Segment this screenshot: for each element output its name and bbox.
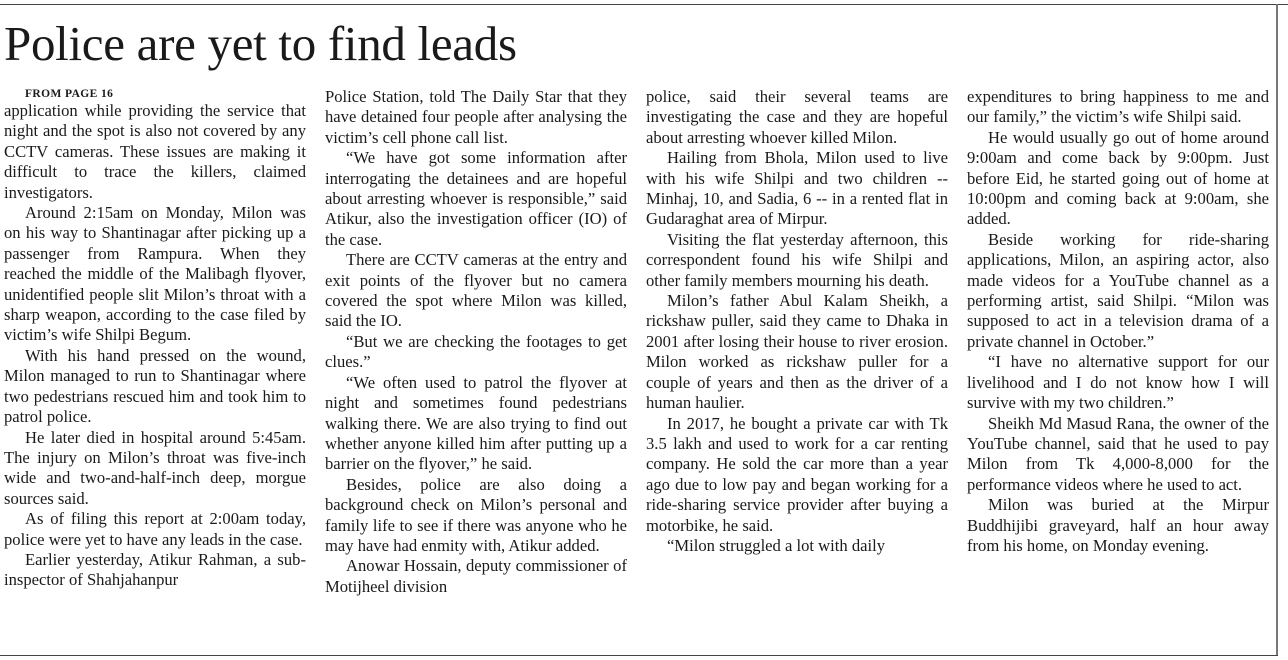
paragraph: “We have got some information after interrogating the detainees and are hopeful about arresting whoever is responsible,” said Atikur, also the investigation officer (IO) of the case. xyxy=(325,148,627,249)
paragraph: Milon’s father Abul Kalam Sheikh, a rickshaw puller, said they came to Dhaka in 2001 after losing their house to river erosion. Milon worked as rickshaw puller for a couple of years and then as the driver of a human haulier. xyxy=(646,291,948,413)
article-column-3 xyxy=(646,87,948,655)
paragraph: Hailing from Bhola, Milon used to live with his wife Shilpi and two children -- Minhaj, 10, and Sadia, 6 -- in a rented flat in Gudaraghat area of Mirpur. xyxy=(646,148,948,229)
paragraph: With his hand pressed on the wound, Milon managed to run to Shantinagar where two pedestrians rescued him and took him to patrol police. xyxy=(4,345,306,427)
top-rule xyxy=(0,4,1288,5)
paragraph: Around 2:15am on Monday, Milon was on his way to Shantinagar after picking up a passenger from Rampura. When they reached the middle of the Malibagh flyover, unidentified people slit Milon’s throat with a sharp weapon, according to the case filed by victim’s wife Shilpi Begum. xyxy=(4,203,306,345)
paragraph: Sheikh Md Masud Rana, the owner of the YouTube channel, said that he used to pay Milon from Tk 4,000-8,000 for the performance videos where he used to act. xyxy=(967,413,1269,494)
paragraph: There are CCTV cameras at the entry and exit points of the flyover but no camera covered the spot where Milon was killed, said the IO. xyxy=(325,250,627,331)
continued-from-label: FROM PAGE 16 xyxy=(25,88,114,100)
paragraph: Milon was buried at the Mirpur Buddhijibi graveyard, half an hour away from his home, on Monday evening. xyxy=(967,495,1269,555)
paragraph: “But we are checking the footages to get clues.” xyxy=(325,331,627,372)
article-column-2 xyxy=(325,87,627,655)
paragraph: Besides, police are also doing a background check on Milon’s personal and family life to see if there was anyone who he may have had enmity with, Atikur added. xyxy=(325,474,627,555)
article-column-4 xyxy=(967,87,1269,655)
paragraph: expenditures to bring happiness to me and our family,” the victim’s wife Shilpi said. xyxy=(967,87,1269,127)
paragraph: “We often used to patrol the flyover at night and sometimes found pedestrians walking there. We are also trying to find out whether anyone killed him after putting up a barrier on the flyover,” he said. xyxy=(325,372,627,474)
paragraph: Beside working for ride-sharing applications, Milon, an aspiring actor, also made videos for a YouTube channel as a performing artist, said Shilpi. “Milon was supposed to act in a television drama of a private channel in October.” xyxy=(967,229,1269,351)
paragraph: police, said their several teams are investigating the case and they are hopeful about arresting whoever killed Milon. xyxy=(646,87,948,147)
paragraph: Earlier yesterday, Atikur Rahman, a sub-inspector of Shahjahanpur xyxy=(4,549,306,590)
article-column-1 xyxy=(4,87,306,655)
paragraph: “I have no alternative support for our livelihood and I do not know how I will survive with my two children.” xyxy=(967,352,1269,413)
paragraph: application while providing the service that night and the spot is also not covered by any CCTV cameras. These issues are making it difficult to trace the killers, claimed investigators. xyxy=(4,101,306,202)
right-rule xyxy=(1276,4,1278,656)
paragraph: “Milon struggled a lot with daily xyxy=(667,535,885,555)
paragraph: Anowar Hossain, deputy commissioner of Motijheel division xyxy=(325,556,627,596)
paragraph: In 2017, he bought a private car with Tk 3.5 lakh and used to work for a car renting company. He sold the car more than a year ago due to low pay and began working for a ride-sharing service provider after buying a motorbike, he said. xyxy=(646,413,948,535)
paragraph: As of filing this report at 2:00am today, police were yet to have any leads in the case. xyxy=(4,509,306,549)
paragraph: Police Station, told The Daily Star that they have detained four people after analysing the victim’s cell phone call list. xyxy=(325,87,627,147)
paragraph: He later died in hospital around 5:45am. The injury on Milon’s throat was five-inch wide and two-and-half-inch deep, morgue sources said. xyxy=(4,427,306,508)
bottom-rule xyxy=(0,655,1278,656)
paragraph: He would usually go out of home around 9:00am and come back by 9:00pm. Just before Eid, he started going out of home at 10:00pm and coming back at 9:00am, she added. xyxy=(967,127,1269,229)
paragraph: Visiting the flat yesterday afternoon, this correspondent found his wife Shilpi and other family members mourning his death. xyxy=(646,229,948,290)
headline: Police are yet to find leads xyxy=(4,16,517,71)
